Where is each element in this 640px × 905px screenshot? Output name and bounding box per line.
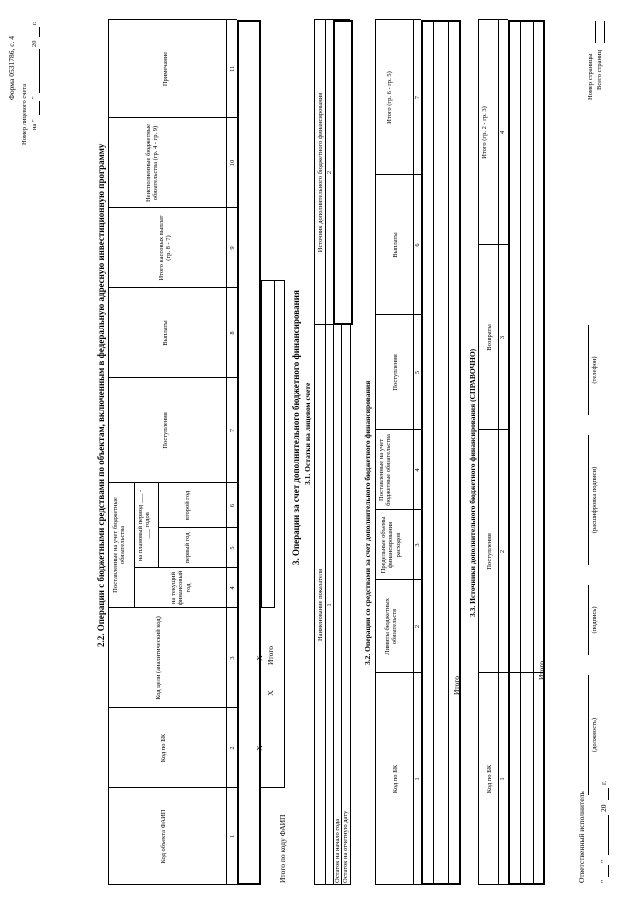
page-number-line[interactable]	[595, 21, 596, 43]
t22-h-unfulfilled: Неисполненные бюджетные обязательства (гр. 4 - гр. 9)	[145, 123, 160, 203]
section-3-2-title: 3.2. Операции со средствами за счет дополнительного бюджетного финансирования	[363, 380, 372, 665]
t32-line	[448, 20, 449, 885]
t22-colnum: 11	[229, 65, 236, 73]
t22-col-div	[108, 787, 237, 788]
t22-subheader-line	[134, 483, 135, 608]
t32-colnum: 1	[414, 777, 421, 781]
t22-top-border	[108, 20, 109, 885]
t33-header: Код по БК	[486, 764, 493, 794]
position-line[interactable]	[588, 675, 589, 795]
t33-line	[520, 20, 521, 885]
section-2-2-title: 2.2. Операции с бюджетными средствами по объектам, включенным в федеральную адресную инвестиционную программу	[96, 143, 106, 647]
t32-header: Лимиты бюджетных обязательств	[384, 598, 399, 655]
t22-col-div	[108, 117, 237, 118]
t31-line	[314, 20, 315, 885]
t32-colnum: 6	[414, 243, 421, 247]
t22-col-div	[108, 607, 237, 608]
signature-line[interactable]	[588, 585, 589, 655]
t22-col-div	[134, 567, 237, 568]
t22-col-div	[108, 377, 237, 378]
t22-subheader-line	[158, 483, 159, 568]
t22-x-mark: X	[255, 655, 264, 661]
account-date-year: 20	[31, 40, 38, 47]
t33-header: Поступления	[486, 533, 493, 570]
t31-h-name: Наименование показателя	[317, 568, 324, 642]
footer-date-month-line[interactable]	[608, 815, 609, 855]
t31-line	[341, 325, 342, 885]
page-number-label: Номер страницы	[587, 53, 594, 100]
t22-h-receipts: Поступления	[162, 412, 169, 449]
t22-col-div	[108, 287, 237, 288]
account-date-quote: "	[31, 96, 38, 99]
t31-line	[350, 325, 351, 885]
date-month-line	[39, 49, 40, 93]
executor-label: Ответственный исполнитель	[577, 791, 586, 883]
t22-col-div	[158, 527, 237, 528]
t22-h-planned-period: на плановый период ___ - ___ годов	[137, 489, 152, 562]
t22-total-by-code-cells[interactable]	[261, 280, 285, 788]
t31-data-area[interactable]	[333, 20, 353, 325]
pages-total-label: Всего страниц	[596, 50, 603, 90]
signature-caption: (подпись)	[591, 606, 598, 634]
t32-header: Код по БК	[392, 764, 399, 794]
footer-date-quote: "	[599, 879, 608, 883]
t33-total-label: Итого	[537, 661, 546, 680]
t22-colnum: 3	[229, 656, 236, 660]
t22-col-div	[108, 207, 237, 208]
t22-h-second-year: второй год	[184, 490, 191, 521]
footer-date-suffix: г.	[599, 780, 608, 785]
t33-data-area[interactable]	[508, 20, 545, 885]
t22-colnum: 5	[229, 546, 236, 550]
t22-colnum: 6	[229, 503, 236, 508]
t31-colnum: 2	[326, 170, 333, 175]
t33-colnum: 2	[499, 549, 506, 554]
t31-row-start: Остаток на начало года	[334, 818, 341, 883]
pages-total-line[interactable]	[604, 21, 605, 43]
phone-line[interactable]	[588, 325, 589, 415]
t33-header: Итого (гр. 2 - гр. 3)	[481, 106, 488, 159]
t22-colnum: 7	[229, 428, 236, 433]
t22-h-note: Примечание	[162, 51, 169, 87]
t32-header: Итого (гр. 6 - гр. 5)	[386, 71, 393, 124]
form-code: Форма 0531786, с. 4	[7, 35, 16, 100]
t22-colnum: 1	[229, 834, 236, 839]
t32-line	[375, 20, 376, 885]
t22-total-by-code: Итого по коду ФАИП	[278, 814, 287, 883]
t22-h-obligations: Поставленные на учет бюджетные обязательства	[112, 497, 127, 593]
t22-h-cash-total: Итого кассовых выплат (гр. 8 - 7)	[158, 215, 173, 281]
t22-h-object-code: Код объекта ФАИП	[160, 809, 167, 864]
t22-colnum: 2	[229, 746, 236, 750]
t22-h-target-code: Код цели (аналитический код)	[155, 616, 162, 700]
section-3-3-title: 3.3. Источники дополнительного бюджетного финансирования (СПРАВОЧНО)	[468, 348, 477, 617]
account-date-on: на "	[31, 119, 38, 130]
position-caption: (должность)	[591, 717, 598, 753]
t32-header: Выплаты	[392, 232, 399, 258]
t32-header: Поставленные на учет бюджетные обязательства	[378, 434, 393, 506]
t22-h-first-year: первый год	[184, 532, 191, 564]
t22-colnum: 9	[229, 246, 236, 250]
t22-left-border	[108, 884, 237, 885]
section-3-title: 3. Операции за счет дополнительного бюджетного финансирования	[291, 290, 301, 565]
t22-col-div	[108, 482, 237, 483]
t22-h-payments: Выплаты	[162, 320, 169, 346]
t32-colnum: 3	[414, 543, 421, 547]
t32-line	[433, 20, 434, 885]
t31-h-source: Источник дополнительного бюджетного финансирования	[317, 92, 324, 253]
t22-total-label: Итого	[266, 646, 275, 665]
date-day-line	[39, 101, 40, 115]
t32-colnum: 4	[414, 468, 421, 472]
t33-colnum: 3	[499, 335, 506, 340]
t33-colnum: 1	[499, 777, 506, 781]
section-3-1-title: 3.1. Остатки на лицевом счете	[303, 382, 312, 485]
date-year-line	[39, 27, 40, 37]
decryption-caption: (расшифровка подписи)	[591, 466, 598, 534]
t22-total-x: X	[266, 690, 275, 696]
t32-data-area[interactable]	[421, 20, 461, 885]
t33-colnum: 4	[499, 130, 506, 135]
decryption-line[interactable]	[588, 435, 589, 565]
t22-colnum: 10	[229, 159, 236, 167]
footer-date-day-line[interactable]	[608, 865, 609, 877]
t22-h-current-year: на текущий финансовый год	[170, 570, 192, 606]
t22-col-div	[108, 707, 237, 708]
t32-colnum: 7	[414, 95, 421, 100]
t22-colnum: 4	[229, 586, 236, 590]
t33-header: Возвраты	[486, 324, 493, 351]
t31-row-report: Остаток на отчетную дату	[342, 810, 349, 883]
account-date-suffix: г.	[31, 21, 38, 25]
footer-date-year-line[interactable]	[608, 788, 609, 800]
footer-date-quote-close: "	[599, 859, 608, 863]
account-number-label: Номер лицевого счета	[21, 83, 28, 145]
t22-x-mark: X	[255, 745, 264, 751]
t22-header-bottom	[226, 20, 227, 885]
t31-colnum: 1	[326, 603, 333, 607]
t33-line	[478, 20, 479, 885]
t32-header: Предельные объемы финансирования расходов	[380, 516, 402, 574]
t32-colnum: 5	[414, 370, 421, 375]
phone-caption: (телефон)	[591, 356, 598, 384]
footer-date-year: 20	[599, 804, 608, 812]
t22-right-border	[108, 19, 237, 20]
t22-colnum: 8	[229, 331, 236, 335]
t32-total-label: Итого	[452, 676, 461, 695]
t32-header: Поступления	[392, 354, 399, 391]
t33-line	[533, 20, 534, 885]
t22-h-bk-code: Код по БК	[160, 733, 167, 763]
t32-colnum: 2	[414, 624, 421, 629]
